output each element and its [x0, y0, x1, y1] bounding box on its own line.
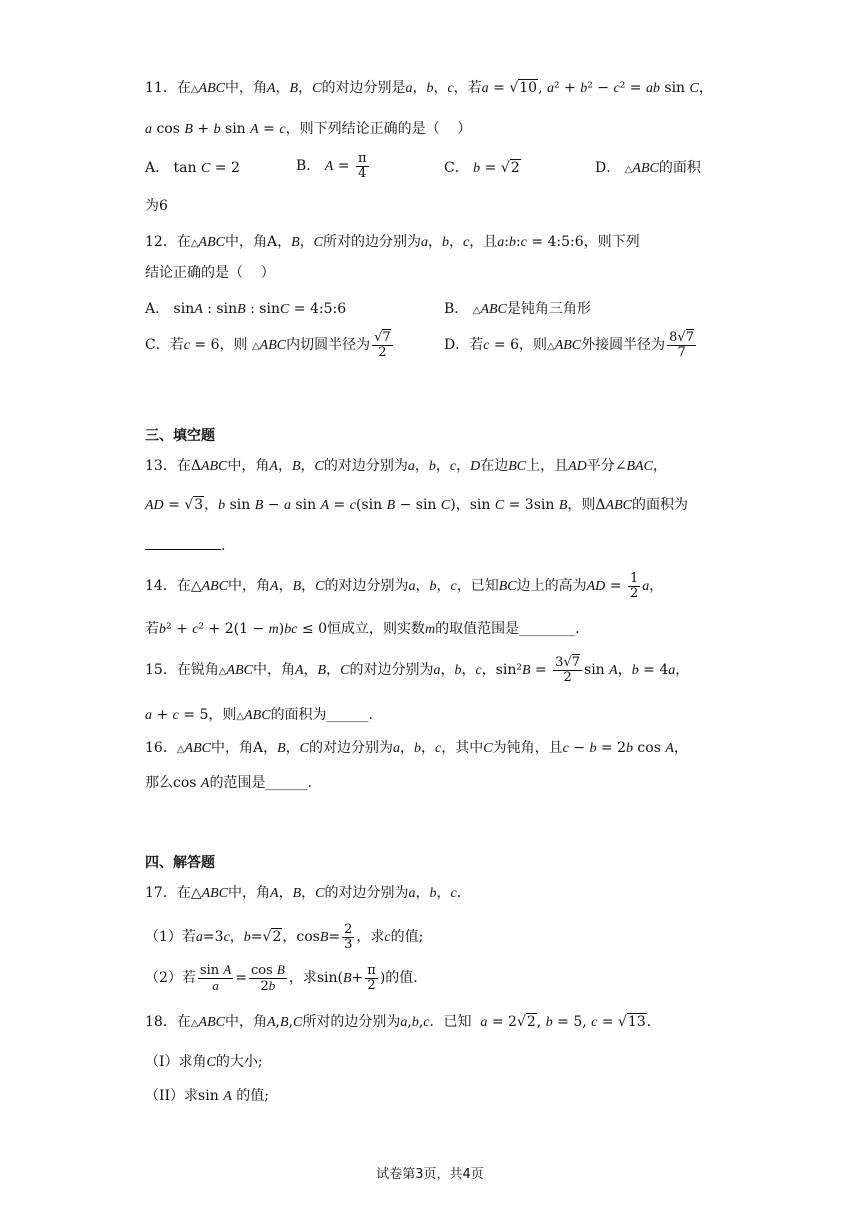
q11-option-a: A． tan C = 2 — [145, 160, 240, 176]
q13-line2: AD = √3，b sin B − a sin A = c(sin B − sin C)，sin C = 3sin B，则ΔABC的面积为 — [145, 497, 688, 513]
q11-line2: a cos B + b sin A = c，则下列结论正确的是（ ） — [145, 121, 472, 137]
q18-part1: （I）求角C的大小; — [145, 1054, 263, 1070]
q14-line2: 若b² + c² + 2(1 − m)bc ≤ 0恒成立，则实数m的取值范围是________. — [145, 621, 580, 637]
q13-line1: 13．在ΔABC中，角A，B，C的对边分别为a，b，c，D在边BC上，且AD平分∠BAC， — [145, 458, 667, 474]
q12-option-b: B． △ABC是钝角三角形 — [444, 301, 591, 317]
q17-part2: （2）若 $\frac{\text{sin A}}{a}$ = $\frac{\text{cos B}}{2b}$ ，求sin(B+ $\frac{\pi}{2}$ )的值． — [145, 962, 428, 994]
q15-line1: 15．在锐角△ABC中，角A，B，C的对边分别为a，b，c，sin²B = $\frac{3√7}{2}$ sin A，b = 4a， — [145, 655, 690, 685]
q14-line1: 14．在△ABC中，角A，B，C的对边分别为a，b，c，已知BC边上的高为AD = $\frac{1}{2}$ a， — [145, 571, 664, 601]
q11-option-d: D． △ABC的面积 — [595, 160, 701, 176]
section-answer-questions: 四、解答题 — [145, 855, 215, 871]
q11-option-c: C． b = √2 — [444, 160, 520, 176]
q12-line1: 12．在△ABC中，角A，B，C所对的边分别为a，b，c，且a:b:c = 4:5:6，则下列 — [145, 234, 640, 250]
q12-line2: 结论正确的是（ ） — [145, 265, 275, 281]
q11-wrap: 为6 — [145, 198, 168, 214]
section-fill-in-blank: 三、填空题 — [145, 428, 215, 444]
q18-line1: 18．在△ABC中，角A,B,C所对的边分别为a,b,c．已知 a = 2√2, b = 5, c = √13． — [145, 1014, 661, 1030]
page-footer: 试卷第3页，共4页 — [376, 1167, 484, 1182]
q17-line1: 17．在△ABC中，角A，B，C的对边分别为a，b，c． — [145, 885, 471, 901]
q11-option-b: B． A = $\frac{\pi}{4}$ — [296, 151, 367, 181]
q13-blank: . — [145, 537, 725, 553]
q12-option-a: A． sinA : sinB : sinC = 4:5:6 — [145, 301, 347, 317]
q12-option-d: D．若c = 6，则△ABC外接圆半径为 $\frac{8√7}{7}$ — [444, 330, 694, 360]
q16-line1: 16．△ABC中，角A，B，C的对边分别为a，b，c，其中C为钝角，且c − b = 2b cos A， — [145, 740, 688, 756]
q17-part1: （1）若a=3c，b=√2，cosB= $\frac{2}{3}$ ，求c的值; — [145, 922, 424, 952]
q16-line2: 那么cos A的范围是______. — [145, 775, 312, 791]
q12-option-c: C．若c = 6，则 △ABC内切圆半径为 $\frac{√7}{2}$ — [145, 330, 391, 360]
q11-line1: 11．在△ABC中，角A，B，C的对边分别是a，b，c，若a = √10, a² + b² − c² = ab sin C， — [145, 80, 713, 96]
q15-line2: a + c = 5，则△ABC的面积为______. — [145, 707, 374, 723]
q18-part2: （II）求sin A 的值; — [145, 1088, 269, 1104]
